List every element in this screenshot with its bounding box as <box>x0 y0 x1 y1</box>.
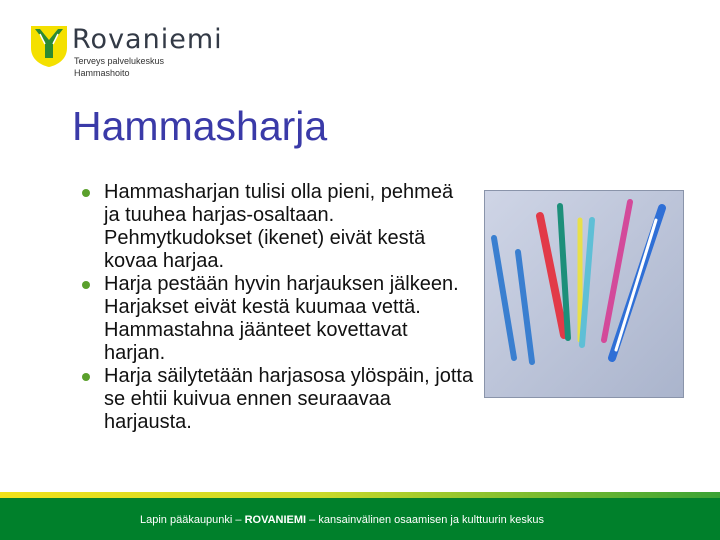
bullet-text: Harja pestään hyvin harjauksen jälkeen. Harjakset eivät kestä kuumaa vettä. Hammastahna jäänteet kovettavat harjan. <box>104 273 459 364</box>
footer-slogan <box>140 514 544 526</box>
bullet-dot-icon <box>82 189 90 197</box>
rovaniemi-logo-icon <box>30 24 68 68</box>
footer-slogan-city: ROVANIEMI <box>244 514 307 526</box>
unit-line: Hammashoito <box>74 68 130 78</box>
toothbrushes-photo <box>484 190 684 398</box>
bullet-list <box>82 181 474 434</box>
department-line: Terveys palvelukeskus <box>74 56 165 66</box>
list-item <box>82 181 474 273</box>
bullet-text: Harja säilytetään harjasosa ylöspäin, jotta se ehtii kuivua ennen seuraavaa harjausta. <box>104 365 474 433</box>
bullet-dot-icon <box>82 373 90 381</box>
bullet-text: Hammasharjan tulisi olla pieni, pehmeä ja tuuhea harjas-osaltaan. Pehmytkudokset (ikenet) eivät kestä kovaa harjaa. <box>104 181 454 272</box>
bullet-dot-icon <box>82 281 90 289</box>
footer-slogan-suffix: – kansainvälinen osaamisen ja kulttuurin keskus <box>306 514 544 526</box>
list-item <box>82 273 474 365</box>
footer-slogan-prefix: Lapin pääkaupunki – <box>140 514 245 526</box>
brand-name: Rovaniemi <box>72 24 223 55</box>
list-item <box>82 365 474 434</box>
page-title: Hammasharja <box>72 103 328 149</box>
